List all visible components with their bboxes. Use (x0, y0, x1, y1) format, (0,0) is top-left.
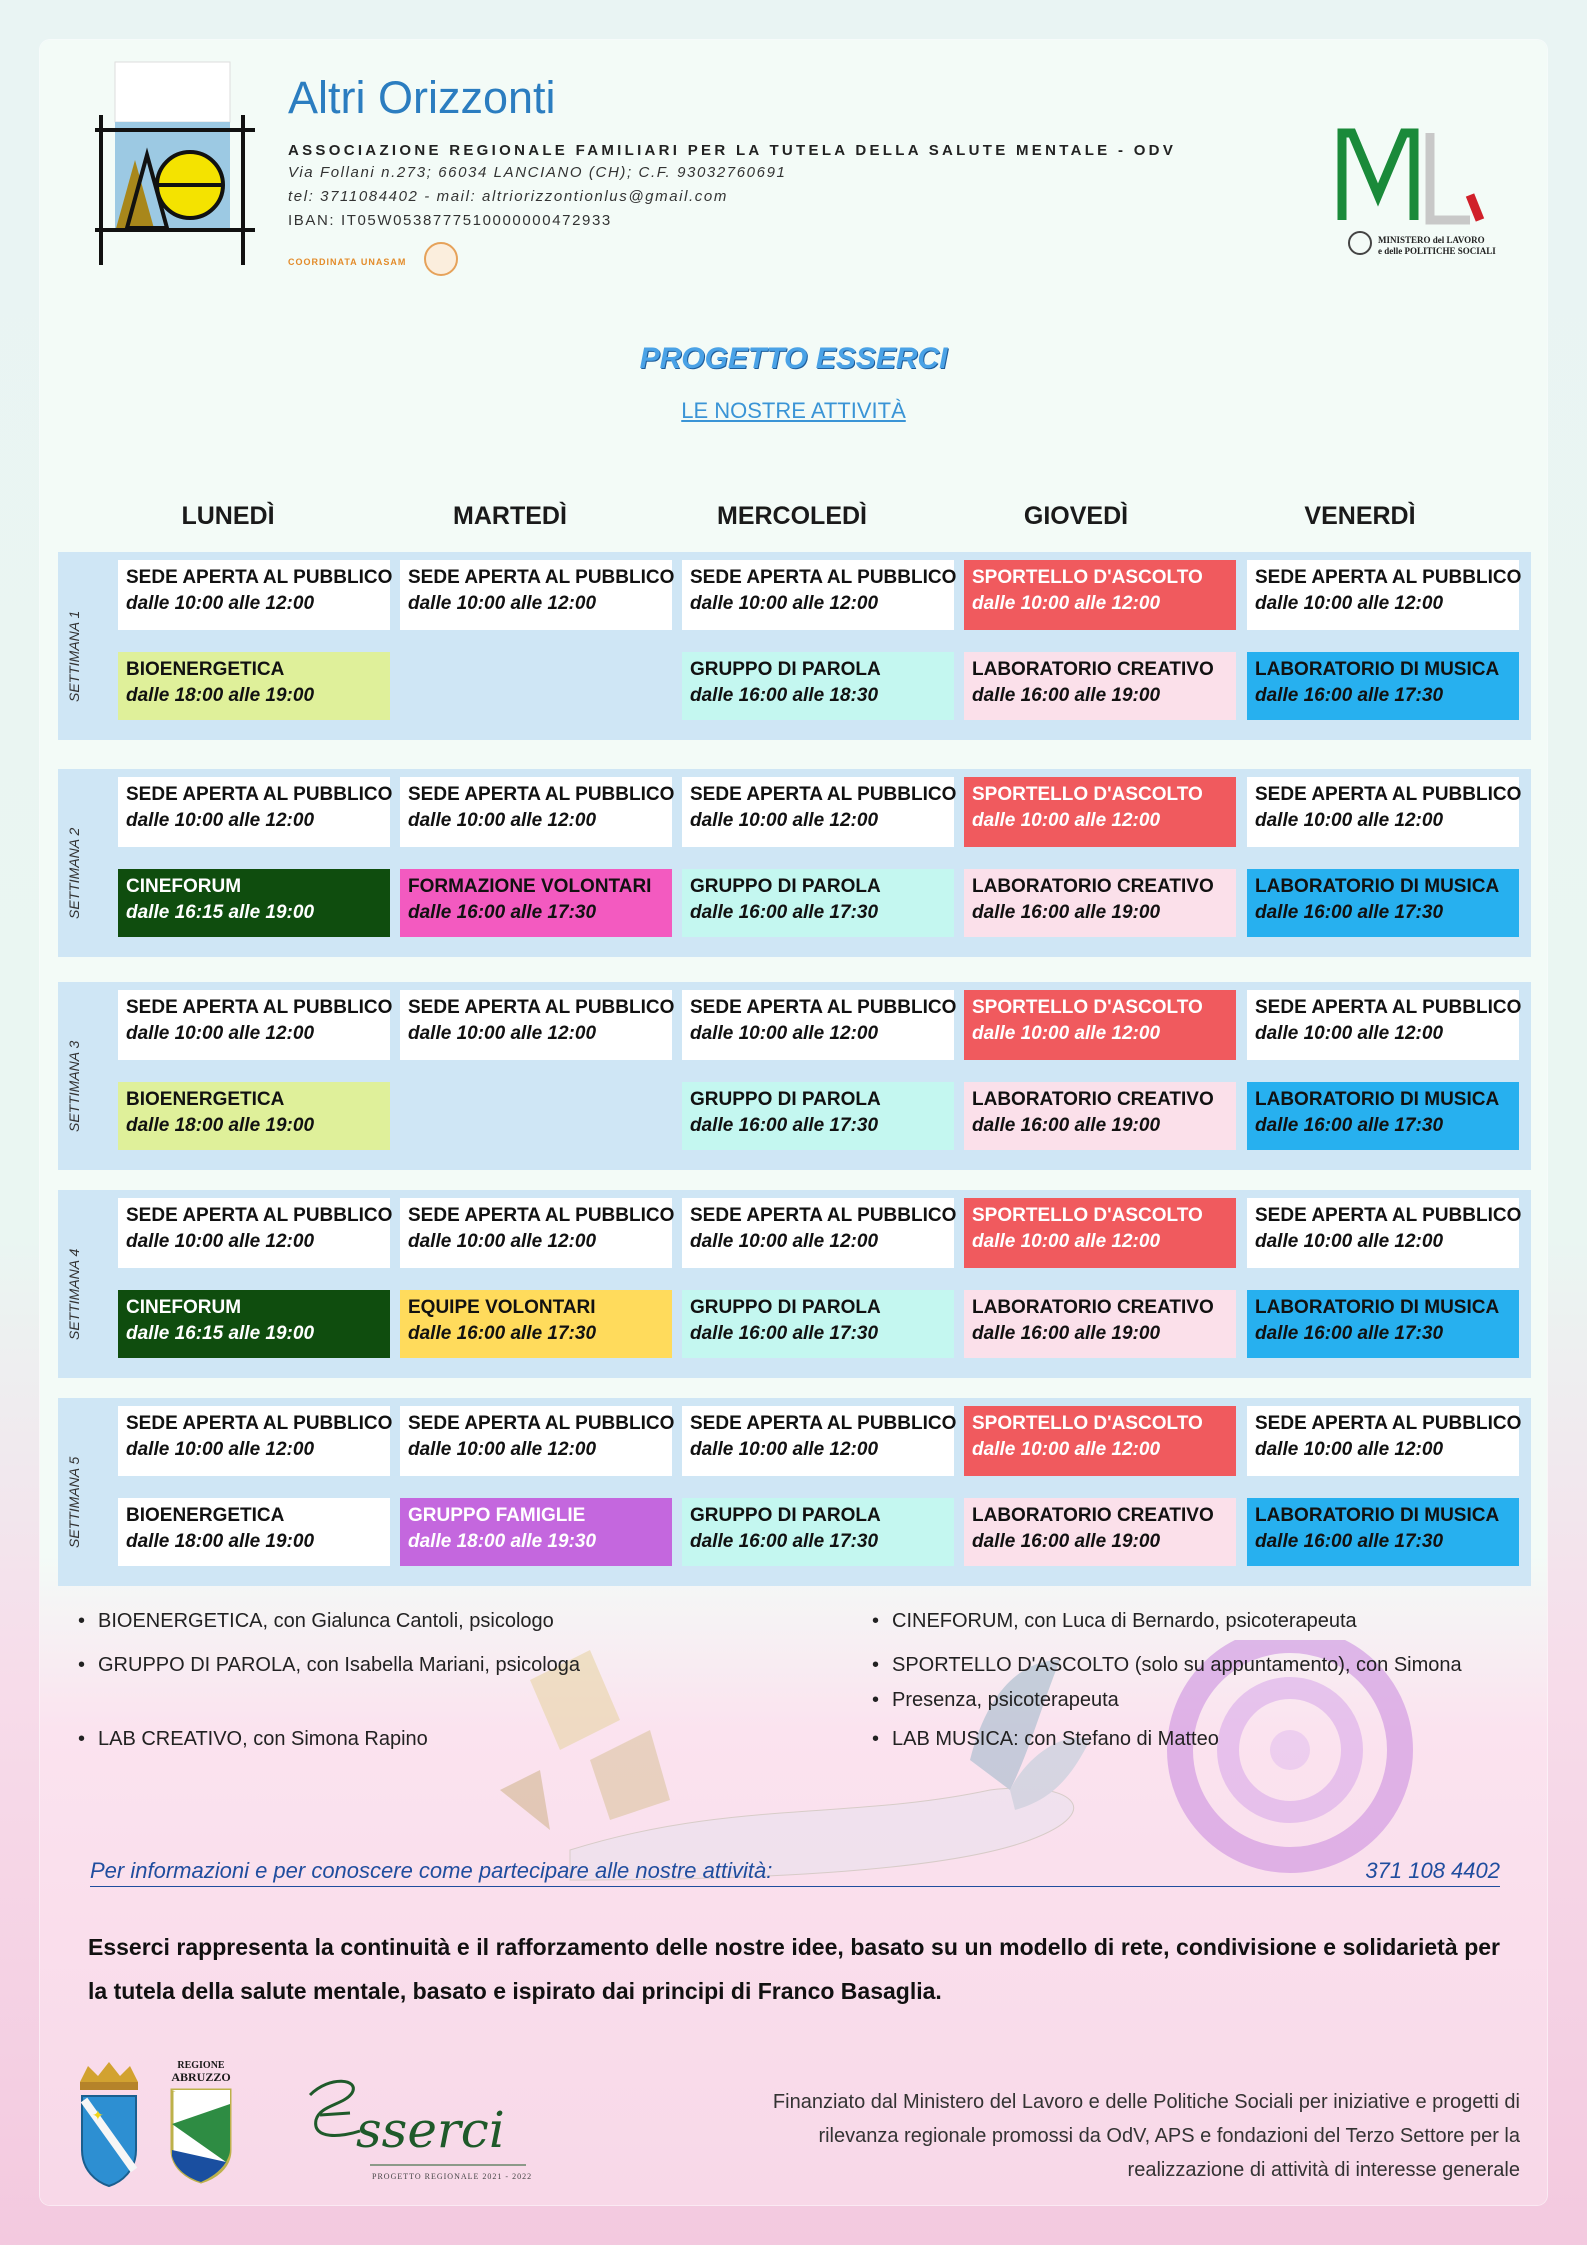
activity-cell (118, 990, 393, 1060)
activity-hours: dalle 10:00 alle 12:00 (126, 810, 315, 831)
activity-name: SEDE APERTA AL PUBBLICO (126, 1413, 393, 1434)
activity-hours: dalle 10:00 alle 12:00 (1255, 1023, 1444, 1044)
activity-name: GRUPPO DI PAROLA (690, 1089, 881, 1110)
activity-cell (1247, 869, 1519, 937)
project-title: PROGETTO ESSERCI (639, 342, 948, 375)
activity-cell (118, 777, 393, 847)
activity-cell (400, 869, 672, 937)
activity-name: GRUPPO FAMIGLIE (408, 1505, 586, 1526)
activity-hours: dalle 16:00 alle 17:30 (690, 1323, 879, 1344)
activity-name: SEDE APERTA AL PUBBLICO (408, 567, 675, 588)
activity-hours: dalle 16:00 alle 17:30 (690, 1115, 879, 1136)
activity-cell (400, 560, 675, 630)
activity-cell (964, 1290, 1236, 1358)
day-wednesday: MERCOLEDÌ (717, 502, 867, 530)
activity-name: LABORATORIO DI MUSICA (1255, 1297, 1500, 1318)
activity-hours: dalle 16:00 alle 19:00 (972, 1115, 1161, 1136)
activity-name: LABORATORIO CREATIVO (972, 876, 1214, 897)
credit-item: • SPORTELLO D'ASCOLTO (solo su appuntamento), con Simona (892, 1654, 1462, 1677)
activity-name: SEDE APERTA AL PUBBLICO (126, 997, 393, 1018)
activity-hours: dalle 10:00 alle 12:00 (126, 1439, 315, 1460)
activity-cell (1247, 1198, 1522, 1268)
activity-hours: dalle 10:00 alle 12:00 (690, 1023, 879, 1044)
info-line (90, 1858, 1500, 1887)
activity-name: LABORATORIO CREATIVO (972, 1297, 1214, 1318)
activity-cell (964, 1406, 1236, 1476)
day-thursday: GIOVEDÌ (1023, 502, 1129, 530)
project-subtitle-link[interactable]: LE NOSTRE ATTIVITÀ (681, 398, 906, 423)
activity-hours: dalle 16:00 alle 19:00 (972, 1531, 1161, 1552)
activity-hours: dalle 10:00 alle 12:00 (690, 1439, 879, 1460)
activity-name: CINEFORUM (126, 1297, 242, 1318)
altri-orizzonti-logo (95, 60, 255, 270)
activity-name: GRUPPO DI PAROLA (690, 876, 881, 897)
org-name: Altri Orizzonti (288, 72, 556, 123)
funding-note: Finanziato dal Ministero del Lavoro e delle Politiche Sociali per iniziative e progetti di rilevanza regionale promossi da OdV, APS e fondazioni del Terzo Settore per la realizzazione di attività di interesse generale (772, 2091, 1520, 2181)
svg-text:sserci: sserci (356, 2101, 505, 2159)
activity-hours: dalle 10:00 alle 12:00 (690, 593, 879, 614)
esserci-logo (290, 2065, 533, 2185)
regione-abruzzo-logo: REGIONE ABRUZZO (162, 2060, 240, 2190)
activity-cell (118, 1198, 393, 1268)
activity-hours: dalle 10:00 alle 12:00 (972, 1439, 1161, 1460)
activity-cell (964, 1082, 1236, 1150)
info-text: Per informazioni e per conoscere come partecipare alle nostre attività: (90, 1858, 773, 1883)
activity-name: SEDE APERTA AL PUBBLICO (1255, 784, 1522, 805)
activity-cell (400, 1406, 675, 1476)
day-tuesday: MARTEDÌ (453, 502, 567, 530)
lanciano-crest-logo (72, 2060, 146, 2190)
org-iban: IBAN: IT05W0538777510000000472933 (288, 212, 612, 229)
activity-cell (118, 1406, 393, 1476)
activity-hours: dalle 10:00 alle 12:00 (972, 593, 1161, 614)
week-label: SETTIMANA 3 (66, 1040, 82, 1132)
credit-item: • LAB CREATIVO, con Simona Rapino (98, 1728, 428, 1751)
activity-hours: dalle 16:00 alle 17:30 (690, 902, 879, 923)
coordination-label: COORDINATA UNASAM (288, 257, 407, 267)
credit-item: • LAB MUSICA: con Stefano di Matteo (892, 1728, 1219, 1751)
activity-hours: dalle 16:00 alle 17:30 (1255, 1323, 1444, 1344)
week-row (58, 769, 1531, 957)
activity-cell (1247, 560, 1522, 630)
activity-cell (682, 1198, 957, 1268)
activity-name: GRUPPO DI PAROLA (690, 659, 881, 680)
activity-cell (400, 990, 675, 1060)
activity-name: LABORATORIO CREATIVO (972, 1505, 1214, 1526)
activity-name: SEDE APERTA AL PUBBLICO (690, 784, 957, 805)
activity-cell (1247, 1406, 1522, 1476)
activity-hours: dalle 10:00 alle 12:00 (1255, 1231, 1444, 1252)
activity-cell (1247, 990, 1522, 1060)
activity-hours: dalle 16:00 alle 17:30 (1255, 685, 1444, 706)
activity-name: LABORATORIO CREATIVO (972, 659, 1214, 680)
activity-hours: dalle 10:00 alle 12:00 (126, 1231, 315, 1252)
activity-hours: dalle 10:00 alle 12:00 (690, 810, 879, 831)
activity-cell (1247, 1498, 1519, 1566)
activity-hours: dalle 16:00 alle 17:30 (1255, 902, 1444, 923)
activity-name: SEDE APERTA AL PUBBLICO (1255, 1205, 1522, 1226)
activity-hours: dalle 18:00 alle 19:00 (126, 1115, 315, 1136)
activity-hours: dalle 10:00 alle 12:00 (1255, 1439, 1444, 1460)
activity-name: EQUIPE VOLONTARI (408, 1297, 596, 1318)
activity-cell (118, 560, 393, 630)
week-row (58, 552, 1531, 740)
activity-cell (682, 652, 954, 720)
activity-hours: dalle 10:00 alle 12:00 (1255, 810, 1444, 831)
day-friday: VENERDÌ (1304, 502, 1416, 530)
phone-link[interactable]: 371 108 4402 (1365, 1858, 1500, 1883)
activity-name: LABORATORIO DI MUSICA (1255, 876, 1500, 897)
activity-hours: dalle 16:00 alle 18:30 (690, 685, 879, 706)
activity-cell (400, 777, 675, 847)
day-monday: LUNEDÌ (181, 502, 275, 530)
activity-cell (400, 1498, 672, 1566)
activity-cell (1247, 652, 1519, 720)
activity-hours: dalle 16:15 alle 19:00 (126, 902, 315, 923)
activity-name: SEDE APERTA AL PUBBLICO (408, 1205, 675, 1226)
credit-item: • GRUPPO DI PAROLA, con Isabella Mariani, psicologa (98, 1654, 580, 1677)
credit-item: • CINEFORUM, con Luca di Bernardo, psicoterapeuta (892, 1610, 1357, 1633)
week-label: SETTIMANA 1 (66, 610, 82, 702)
activity-name: LABORATORIO CREATIVO (972, 1089, 1214, 1110)
activity-hours: dalle 10:00 alle 12:00 (972, 1231, 1161, 1252)
esserci-caption: PROGETTO REGIONALE 2021 - 2022 (372, 2172, 533, 2181)
activity-name: BIOENERGETICA (126, 1089, 285, 1110)
activity-hours: dalle 10:00 alle 12:00 (408, 1231, 597, 1252)
activity-hours: dalle 10:00 alle 12:00 (126, 1023, 315, 1044)
activity-cell (118, 1290, 390, 1358)
activity-cell (682, 990, 957, 1060)
week-label: SETTIMANA 2 (66, 827, 82, 919)
activity-cell (682, 1082, 954, 1150)
activity-name: SEDE APERTA AL PUBBLICO (1255, 997, 1522, 1018)
activity-cell (682, 1290, 954, 1358)
activity-hours: dalle 10:00 alle 12:00 (972, 1023, 1161, 1044)
activity-hours: dalle 16:00 alle 17:30 (408, 902, 597, 923)
activity-name: SEDE APERTA AL PUBBLICO (690, 997, 957, 1018)
activity-name: SEDE APERTA AL PUBBLICO (126, 567, 393, 588)
credit-item-continued: • Presenza, psicoterapeuta (892, 1689, 1119, 1712)
activity-hours: dalle 10:00 alle 12:00 (408, 1023, 597, 1044)
activity-name: SEDE APERTA AL PUBBLICO (1255, 567, 1522, 588)
activity-hours: dalle 10:00 alle 12:00 (408, 810, 597, 831)
activity-name: FORMAZIONE VOLONTARI (408, 876, 652, 897)
activity-name: LABORATORIO DI MUSICA (1255, 1505, 1500, 1526)
activity-cell (964, 777, 1236, 847)
activity-cell (400, 1198, 675, 1268)
activity-name: SPORTELLO D'ASCOLTO (972, 1205, 1203, 1226)
org-address: Via Follani n.273; 66034 LANCIANO (CH); C.F. 93032760691 (288, 164, 787, 181)
activity-cell (964, 560, 1236, 630)
decorative-hand-butterfly-art (470, 1640, 1450, 1890)
activity-name: GRUPPO DI PAROLA (690, 1297, 881, 1318)
activity-hours: dalle 16:00 alle 19:00 (972, 1323, 1161, 1344)
activity-hours: dalle 16:15 alle 19:00 (126, 1323, 315, 1344)
activity-hours: dalle 18:00 alle 19:00 (126, 685, 315, 706)
activity-cell (964, 652, 1236, 720)
activity-cell (682, 1406, 957, 1476)
activity-name: SEDE APERTA AL PUBBLICO (126, 784, 393, 805)
activity-name: SPORTELLO D'ASCOLTO (972, 567, 1203, 588)
activity-hours: dalle 16:00 alle 17:30 (408, 1323, 597, 1344)
week-label: SETTIMANA 5 (66, 1456, 82, 1548)
activity-cell (118, 1082, 390, 1150)
claim-text: Esserci rappresenta la continuità e il rafforzamento delle nostre idee, basato su un modello di rete, condivisione e solidarietà per la tutela della salute mentale, basato e ispirato dai principi di Franco Basaglia. (88, 1934, 1500, 2004)
ministry-label: MINISTERO del LAVORO e delle POLITICHE SOCIALI (1378, 235, 1496, 256)
activity-cell (118, 1498, 390, 1566)
activity-name: SEDE APERTA AL PUBBLICO (690, 567, 957, 588)
week-label: SETTIMANA 4 (66, 1248, 82, 1340)
activity-hours: dalle 10:00 alle 12:00 (690, 1231, 879, 1252)
day-headers (0, 502, 1587, 532)
week-row (58, 1190, 1531, 1378)
activity-cell (964, 869, 1236, 937)
org-contact: tel: 3711084402 - mail: altriorizzontionlus@gmail.com (288, 188, 728, 205)
activity-name: SEDE APERTA AL PUBBLICO (690, 1205, 957, 1226)
activity-hours: dalle 18:00 alle 19:30 (408, 1531, 597, 1552)
svg-text:✦: ✦ (92, 2107, 104, 2123)
activity-hours: dalle 16:00 alle 19:00 (972, 902, 1161, 923)
activity-name: SEDE APERTA AL PUBBLICO (126, 1205, 393, 1226)
activity-name: BIOENERGETICA (126, 1505, 285, 1526)
week-row (58, 982, 1531, 1170)
activity-hours: dalle 16:00 alle 17:30 (1255, 1531, 1444, 1552)
activity-name: SPORTELLO D'ASCOLTO (972, 1413, 1203, 1434)
credit-item: • BIOENERGETICA, con Gialunca Cantoli, psicologo (98, 1610, 554, 1633)
activity-hours: dalle 18:00 alle 19:00 (126, 1531, 315, 1552)
activity-cell (118, 869, 390, 937)
activity-cell (964, 990, 1236, 1060)
activity-name: SEDE APERTA AL PUBBLICO (408, 784, 675, 805)
activity-hours: dalle 16:00 alle 17:30 (1255, 1115, 1444, 1136)
activity-name: SEDE APERTA AL PUBBLICO (690, 1413, 957, 1434)
activity-cell (400, 1290, 672, 1358)
activity-name: BIOENERGETICA (126, 659, 285, 680)
activity-name: SEDE APERTA AL PUBBLICO (1255, 1413, 1522, 1434)
activity-name: GRUPPO DI PAROLA (690, 1505, 881, 1526)
activity-cell (682, 560, 957, 630)
activity-name: LABORATORIO DI MUSICA (1255, 1089, 1500, 1110)
org-subtitle: ASSOCIAZIONE REGIONALE FAMILIARI PER LA TUTELA DELLA SALUTE MENTALE - ODV (288, 142, 1177, 159)
activity-name: SEDE APERTA AL PUBBLICO (408, 1413, 675, 1434)
activity-cell (1247, 777, 1522, 847)
activity-name: SEDE APERTA AL PUBBLICO (408, 997, 675, 1018)
activity-cell (1247, 1082, 1519, 1150)
activity-cell (964, 1498, 1236, 1566)
activity-hours: dalle 10:00 alle 12:00 (972, 810, 1161, 831)
activity-cell (964, 1198, 1236, 1268)
activity-cell (1247, 1290, 1519, 1358)
activity-hours: dalle 10:00 alle 12:00 (408, 593, 597, 614)
activity-hours: dalle 10:00 alle 12:00 (1255, 593, 1444, 614)
activity-name: SPORTELLO D'ASCOLTO (972, 784, 1203, 805)
activity-hours: dalle 16:00 alle 19:00 (972, 685, 1161, 706)
activity-hours: dalle 10:00 alle 12:00 (408, 1439, 597, 1460)
activity-hours: dalle 10:00 alle 12:00 (126, 593, 315, 614)
activity-cell (682, 777, 957, 847)
activity-name: SPORTELLO D'ASCOLTO (972, 997, 1203, 1018)
activity-hours: dalle 16:00 alle 17:30 (690, 1531, 879, 1552)
activity-cell (682, 869, 954, 937)
unasam-logo (424, 242, 458, 276)
activity-name: CINEFORUM (126, 876, 242, 897)
week-row (58, 1398, 1531, 1586)
activity-cell (682, 1498, 954, 1566)
activity-cell (118, 652, 390, 720)
activity-name: LABORATORIO DI MUSICA (1255, 659, 1500, 680)
